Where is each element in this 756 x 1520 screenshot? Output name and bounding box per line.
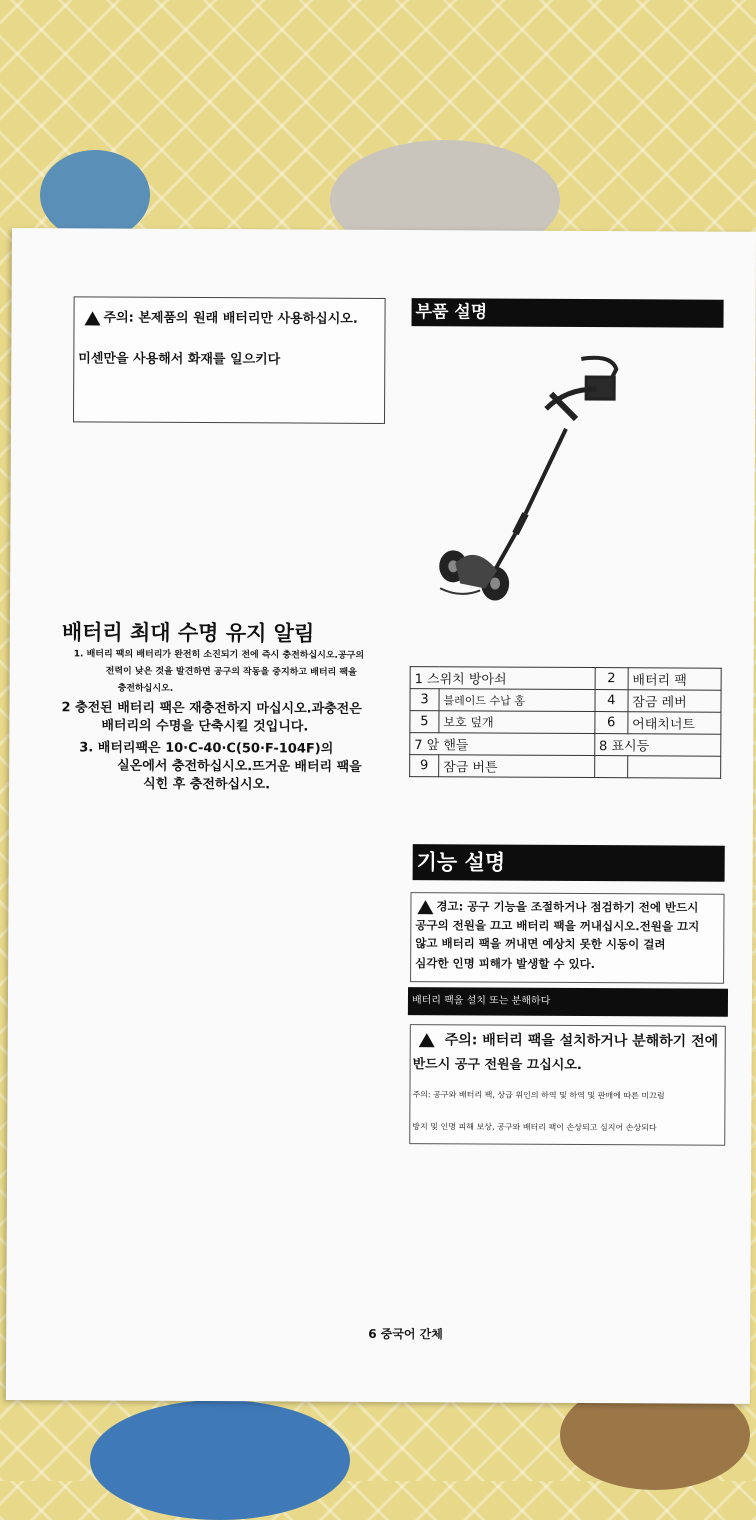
trimmer-illustration: [425, 348, 636, 614]
table-cell: 7 앞 핸들: [410, 733, 595, 756]
background-blue-pattern: [40, 150, 150, 240]
battery-item-2: 2 충전된 배터리 팩은 재충전하지 마십시오.과충전은: [61, 700, 362, 717]
install-caution-line: 반드시 공구 전원을 끄십시오.: [412, 1057, 582, 1073]
install-caution-box: [409, 1024, 726, 1146]
background-blue-pattern: [90, 1400, 350, 1520]
table-cell: 보호 덮개: [439, 711, 595, 734]
caution-box: [73, 296, 386, 424]
warning-icon: [84, 311, 100, 325]
table-cell: 3: [410, 689, 439, 711]
warning-line: 않고 배터리 팩을 꺼내면 예상치 못한 시동이 걸려: [415, 936, 666, 952]
table-cell: 블레이드 수납 홈: [439, 689, 595, 712]
battery-item-1-cont: 전력이 낮은 것을 발견하면 공구의 작동을 중지하고 배터리 팩을: [105, 666, 357, 678]
table-cell: 잠금 버튼: [439, 755, 595, 778]
table-cell: 배터리 팩: [628, 668, 721, 690]
warning-line: 공구의 전원을 끄고 배터리 팩을 꺼내십시오.전원을 끄지: [415, 918, 700, 934]
install-section-title: 배터리 팩을 설치 또는 분해하다: [408, 987, 728, 1017]
warning-box: [410, 892, 724, 984]
warning-icon: [417, 900, 433, 914]
table-cell: 9: [410, 755, 439, 777]
manual-page: [6, 228, 756, 1404]
table-row: [410, 667, 721, 691]
caution-heading: 주의: 본제품의 원래 배터리만 사용하십시오.: [84, 306, 357, 326]
table-cell: 2: [595, 668, 628, 690]
warning-line: 심각한 인명 피해가 발생할 수 있다.: [415, 956, 596, 972]
table-cell: 잠금 레버: [628, 690, 721, 712]
table-cell: 5: [410, 711, 439, 733]
table-row: [410, 711, 721, 735]
table-row: [410, 689, 721, 713]
table-row: [410, 755, 721, 779]
page-footer: 6 중국어 간체: [368, 1326, 443, 1342]
battery-item-1: 1. 배터리 팩의 배터리가 완전히 소진되기 전에 즉시 충전하십시오.공구의: [73, 649, 365, 661]
battery-item-2-cont: 배터리의 수명을 단축시킬 것입니다.: [101, 718, 309, 735]
battery-item-3: 3. 배터리팩은 10·C-40·C(50·F-104F)의: [79, 740, 334, 757]
table-cell: 4: [595, 690, 628, 712]
parts-section-title: 부품 설명: [411, 298, 723, 328]
install-note: 주의: 공구와 배터리 팩, 상급 위인의 하역 및 하역 및 판매에 따른 미끄럼: [412, 1090, 665, 1101]
install-caution-line: 주의: 배터리 팩을 설치하거나 분해하기 전에: [419, 1029, 719, 1051]
table-cell: [594, 756, 627, 778]
table-cell: [627, 756, 720, 778]
battery-item-3-cont: 식힌 후 충전하십시오.: [143, 776, 271, 793]
battery-item-1-cont: 충전하십시오.: [117, 683, 174, 694]
table-row: [410, 733, 721, 757]
table-cell: 8 표시등: [595, 734, 721, 757]
parts-table: [409, 666, 722, 779]
install-note: 방지 및 인명 피해 보상, 공구와 배터리 팩이 손상되고 심지어 손상되다: [412, 1122, 657, 1133]
table-cell: 1 스위치 방아쇠: [410, 667, 595, 690]
table-cell: 어태치너트: [628, 712, 721, 734]
battery-section-title: 배터리 최대 수명 유지 알림: [61, 620, 315, 646]
warning-line: 경고: 공구 기능을 조절하거나 점검하기 전에 반드시: [417, 898, 698, 915]
table-cell: 6: [595, 712, 628, 734]
function-section-title: 기능 설명: [413, 844, 725, 882]
caution-body: 미센만을 사용해서 화재를 일으키다: [78, 351, 281, 368]
warning-icon: [419, 1033, 435, 1047]
battery-item-3-cont: 실온에서 충전하십시오.뜨거운 배터리 팩을: [117, 758, 362, 775]
